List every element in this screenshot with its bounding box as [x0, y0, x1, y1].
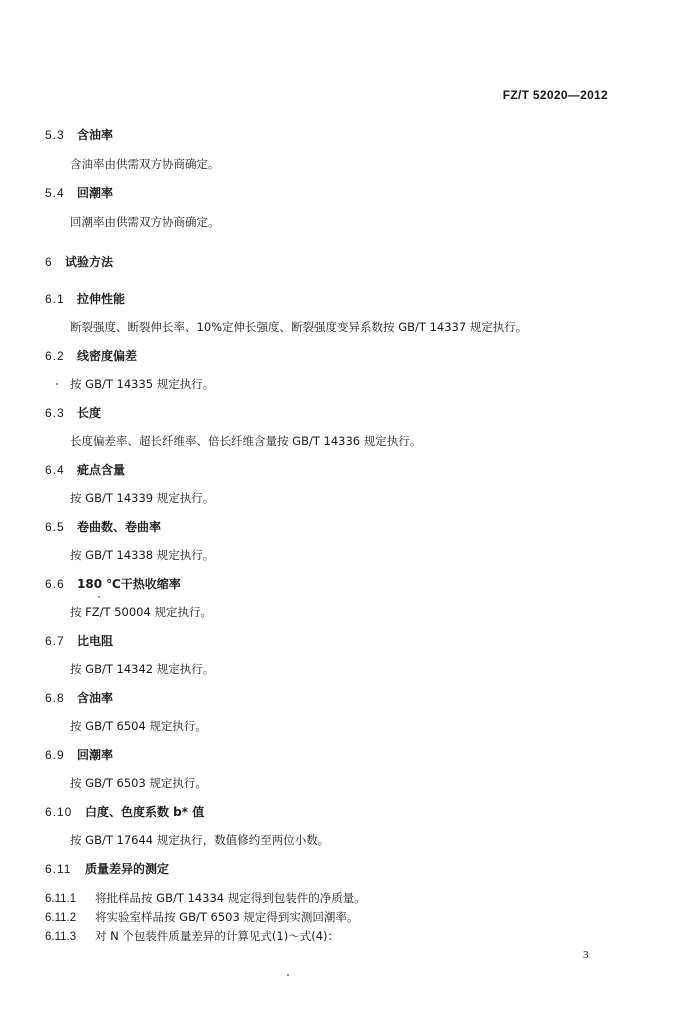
section-heading	[45, 349, 137, 363]
section-body: 按 FZ/T 50004 规定执行。	[70, 605, 212, 619]
section-title: 线密度偏差	[77, 349, 138, 363]
chapter-title: 试验方法	[65, 255, 114, 269]
section-number: 6.6	[45, 577, 65, 591]
section-title: 回潮率	[77, 748, 114, 762]
section-title: 卷曲数、卷曲率	[77, 520, 162, 534]
subsection-text: 将实验室样品按 GB/T 6503 规定得到实测回潮率。	[95, 910, 359, 924]
section-heading	[45, 634, 113, 648]
section-heading	[45, 805, 204, 819]
section-body: 按 GB/T 14339 规定执行。	[70, 491, 215, 505]
section-title: 含油率	[77, 128, 114, 142]
section-body: 断裂强度、断裂伸长率、10%定伸长强度、断裂强度变异系数按 GB/T 14337 规定执行。	[70, 320, 528, 334]
standard-code: FZ/T 52020—2012	[502, 88, 608, 102]
subsection-item	[45, 929, 339, 944]
subsection-text: 对 N 个包装件质量差异的计算见式(1)～式(4)：	[95, 929, 339, 943]
subsection-item	[45, 910, 358, 925]
section-number: 6.1	[45, 292, 65, 306]
section-number: 6.5	[45, 520, 65, 534]
section-title: 拉伸性能	[77, 292, 126, 306]
section-title: 比电阻	[77, 634, 114, 648]
section-number: 6.7	[45, 634, 65, 648]
section-heading	[45, 691, 113, 705]
section-heading	[45, 463, 125, 477]
page-number: 3	[583, 949, 589, 961]
scan-speck	[287, 974, 289, 976]
subsection-number: 6.11.2	[45, 912, 77, 924]
section-heading	[45, 862, 169, 876]
section-title: 180 ℃干热收缩率	[77, 577, 181, 591]
section-title: 长度	[77, 406, 102, 420]
section-title: 质量差异的测定	[85, 862, 170, 876]
section-title: 疵点含量	[77, 463, 126, 477]
section-title: 回潮率	[77, 186, 114, 200]
section-heading	[45, 292, 125, 306]
chapter-heading	[45, 255, 113, 269]
section-number: 6.4	[45, 463, 65, 477]
section-body: 按 GB/T 14342 规定执行。	[70, 662, 215, 676]
section-body: 长度偏差率、超长纤维率、倍长纤维含量按 GB/T 14336 规定执行。	[70, 434, 422, 448]
section-heading	[45, 128, 113, 142]
section-body: 按 GB/T 17644 规定执行，数值修约至两位小数。	[70, 833, 330, 847]
section-number: 5.4	[45, 186, 65, 200]
section-number: 6.9	[45, 748, 65, 762]
section-body: 含油率由供需双方协商确定。	[70, 157, 220, 171]
section-number: 6.8	[45, 691, 65, 705]
section-number: 6.11	[45, 862, 72, 876]
subsection-number: 6.11.1	[45, 893, 77, 905]
section-body: 回潮率由供需双方协商确定。	[70, 215, 220, 229]
section-heading	[45, 186, 113, 200]
section-body: 按 GB/T 14338 规定执行。	[70, 548, 215, 562]
section-body: 按 GB/T 6504 规定执行。	[70, 719, 207, 733]
section-title: 含油率	[77, 691, 114, 705]
subsection-item	[45, 891, 366, 906]
subsection-number: 6.11.3	[45, 931, 77, 943]
scan-speck	[56, 383, 58, 385]
section-title: 白度、色度系数 b* 值	[85, 805, 205, 819]
section-number: 6.10	[45, 805, 73, 819]
section-number: 6.2	[45, 349, 65, 363]
section-heading	[45, 577, 181, 591]
section-number: 6.3	[45, 406, 65, 420]
subsection-text: 将批样品按 GB/T 14334 规定得到包装件的净质量。	[95, 891, 366, 905]
section-number: 5.3	[45, 128, 65, 142]
section-heading	[45, 748, 113, 762]
scan-speck	[98, 596, 100, 598]
section-body: 按 GB/T 14335 规定执行。	[70, 377, 215, 391]
section-body: 按 GB/T 6503 规定执行。	[70, 776, 207, 790]
section-heading	[45, 406, 101, 420]
section-heading	[45, 520, 161, 534]
chapter-number: 6	[45, 255, 53, 269]
